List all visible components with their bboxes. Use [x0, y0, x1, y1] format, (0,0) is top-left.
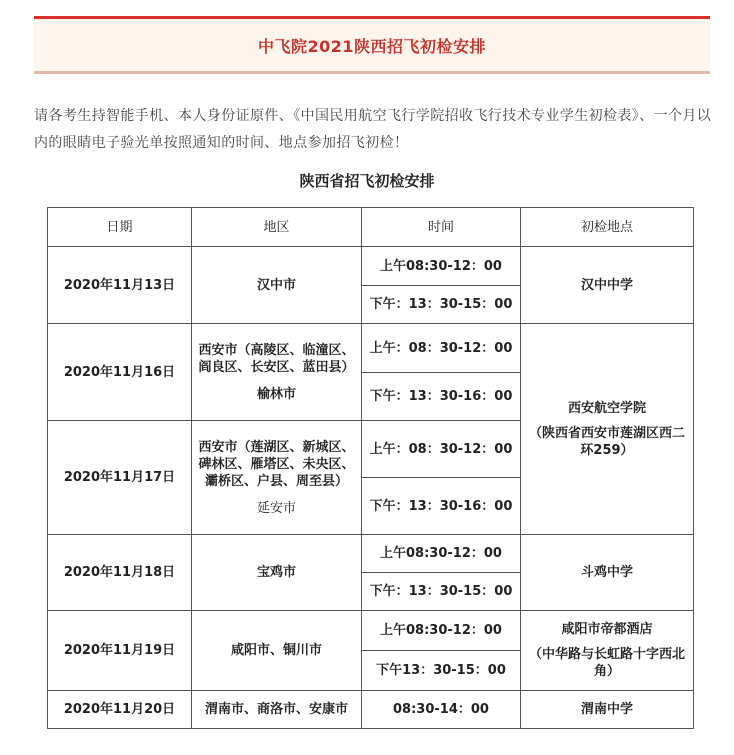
header-region: 地区	[192, 208, 362, 247]
row-time-morning: 上午08:30-12：00	[362, 535, 521, 573]
location-address: （中华路与长虹路十字西北角）	[528, 647, 685, 679]
region-detail: 西安市（莲湖区、新城区、碑林区、雁塔区、未央区、灞桥区、户县、周至县）	[198, 439, 355, 489]
schedule-table	[47, 207, 694, 729]
row-location: 斗鸡中学	[521, 535, 694, 611]
table-header-row	[48, 208, 694, 247]
row-date: 2020年11月17日	[48, 421, 192, 535]
row-region: 咸阳市、铜川市	[192, 611, 362, 691]
row-time-afternoon: 下午：13：30-15：00	[362, 286, 521, 324]
row-date: 2020年11月19日	[48, 611, 192, 691]
row-time-morning: 上午08:30-12：00	[362, 247, 521, 286]
row-date: 2020年11月13日	[48, 247, 192, 324]
row-time-morning: 上午：08：30-12：00	[362, 324, 521, 373]
header-location: 初检地点	[521, 208, 694, 247]
row-date: 2020年11月16日	[48, 324, 192, 421]
row-region	[192, 324, 362, 421]
table-title: 陕西省招飞初检安排	[299, 172, 435, 190]
table-row	[48, 247, 694, 286]
table-row	[48, 611, 694, 651]
row-region	[192, 421, 362, 535]
row-time-morning: 上午08:30-12：00	[362, 611, 521, 651]
location-name: 咸阳市帝都酒店	[561, 622, 653, 637]
table-row	[48, 324, 694, 373]
notice-paragraph: 请各考生持智能手机、本人身份证原件、《中国民用航空飞行学院招收飞行技术专业学生初检表》、一个月以内的眼睛电子验光单按照通知的时间、地点参加招飞初检！	[34, 108, 712, 151]
row-time-afternoon: 下午：13：30-15：00	[362, 573, 521, 611]
location-name: 西安航空学院	[567, 400, 646, 416]
row-time-afternoon: 下午：13：30-16：00	[362, 373, 521, 421]
header-time: 时间	[362, 208, 521, 247]
location-address: （陕西省西安市莲湖区西二环259）	[528, 425, 685, 458]
row-region: 宝鸡市	[192, 535, 362, 611]
region-detail: 西安市（高陵区、临潼区、阎良区、长安区、蓝田县）	[198, 342, 355, 375]
row-location	[521, 611, 694, 691]
row-time-morning: 上午：08：30-12：00	[362, 421, 521, 478]
region-extra: 延安市	[256, 500, 296, 516]
page-title: 中飞院2021陕西招飞初检安排	[257, 36, 487, 56]
row-location: 渭南中学	[521, 691, 694, 729]
row-date: 2020年11月20日	[48, 691, 192, 729]
row-location	[521, 324, 694, 535]
table-row	[48, 535, 694, 573]
row-location: 汉中中学	[521, 247, 694, 324]
header-date: 日期	[48, 208, 192, 247]
row-time: 08:30-14：00	[362, 691, 521, 729]
row-time-afternoon: 下午：13：30-16：00	[362, 478, 521, 535]
title-banner	[34, 16, 710, 74]
row-region: 渭南市、商洛市、安康市	[192, 691, 362, 729]
row-date: 2020年11月18日	[48, 535, 192, 611]
row-region: 汉中市	[192, 247, 362, 324]
table-row	[48, 691, 694, 729]
region-extra: 榆林市	[256, 386, 296, 402]
row-time-afternoon: 下午13：30-15：00	[362, 651, 521, 691]
